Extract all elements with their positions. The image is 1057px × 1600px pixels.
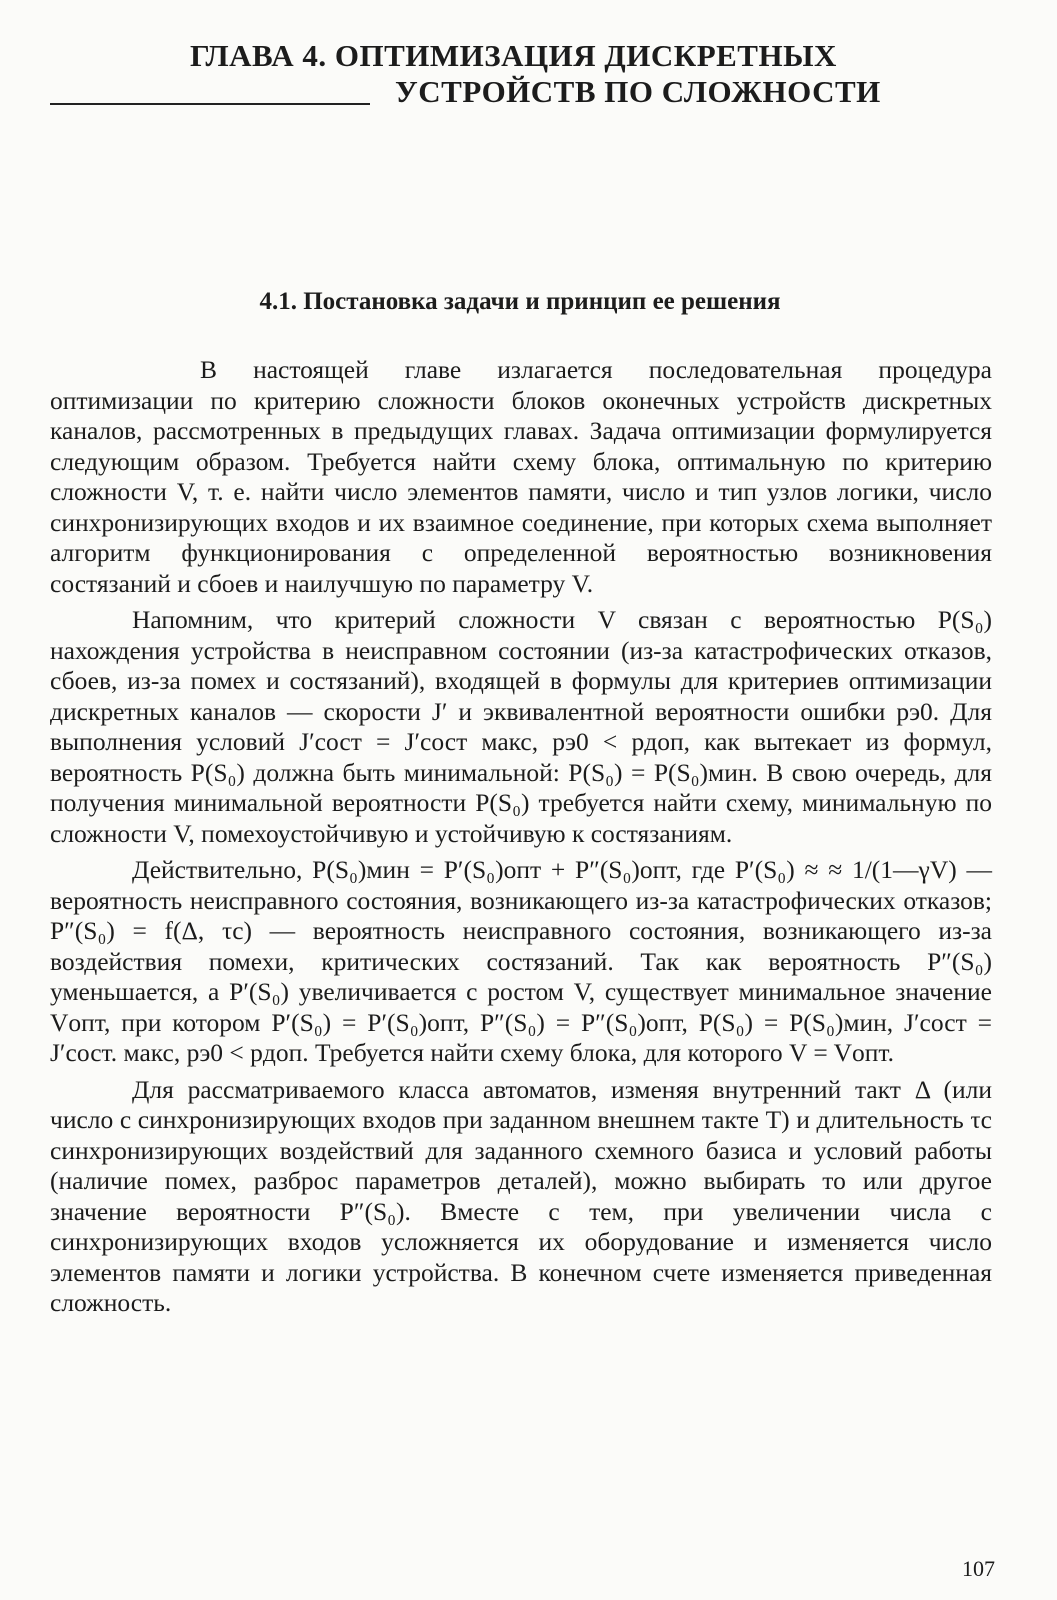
section-title: 4.1. Постановка задачи и принцип ее решения [259, 288, 781, 315]
chapter-heading-line-1: ГЛАВА 4. ОПТИМИЗАЦИЯ ДИСКРЕТНЫХ [190, 38, 837, 73]
body-text [50, 355, 992, 1319]
paragraph-3: Действительно, P(S₀)мин = P′(S₀)опт + P″(S₀)опт, где P′(S₀) ≈ ≈ 1/(1—γV) — вероятность неисправного состояния, возникающего из-за катастрофических отказов; P″(S₀) = f(Δ, τc) — вероятность неисправного состояния, возникающего из-за воздействия помехи, критических состязаний. Так как вероятность P″(S₀) уменьшается, а P′(S₀) увеличивается с ростом V, существует минимальное значение Vопт, при котором P′(S₀) = P′(S₀)опт, P″(S₀) = P″(S₀)опт, P(S₀) = P(S₀)мин, J′сост = J′сост. макс, pэ0 < pдоп. Требуется найти схему блока, для которого V = Vопт. [50, 855, 992, 1067]
paragraph-4: Для рассматриваемого класса автоматов, изменяя внутренний такт Δ (или число c синхронизирующих входов при заданном внешнем такте T) и длительность τc синхронизирующих воздействий для заданного схемного базиса и условий работы (наличие помех, разброс параметров деталей), можно выбирать то или другое значение вероятности P″(S₀). Вместе с тем, при увеличении числа c синхронизирующих входов усложняется их оборудование и изменяется число элементов памяти и логики устройства. В конечном счете изменяется приведенная сложность. [50, 1074, 992, 1317]
chapter-heading-line-2: УСТРОЙСТВ ПО СЛОЖНОСТИ [395, 74, 881, 109]
chapter-heading [190, 38, 950, 110]
paragraph-2: Напомним, что критерий сложности V связан с вероятностью P(S₀) нахождения устройства в неисправном состоянии (из-за катастрофических отказов, сбоев, из-за помех и состязаний), входящей в формулы для критериев оптимизации дискретных каналов — скорости J′ и эквивалентной вероятности ошибки pэ0. Для выполнения условий J′сост = J′сост макс, pэ0 < pдоп, как вытекает из формул, вероятность P(S₀) должна быть минимальной: P(S₀) = P(S₀)мин. В свою очередь, для получения минимальной вероятности P(S₀) требуется найти схему, минимальную по сложности V, помехоустойчивую и устойчивую к состязаниям. [50, 605, 992, 848]
page-number: 107 [962, 1556, 995, 1581]
chapter-rule [50, 103, 370, 105]
paragraph-1: В настоящей главе излагается последовательная процедура оптимизации по критерию сложности блоков оконечных устройств дискретных каналов, рассмотренных в предыдущих главах. Задача оптимизации формулируется следующим образом. Требуется найти схему блока, оптимальную по критерию сложности V, т. е. найти число элементов памяти, число и тип узлов логики, число синхронизирующих входов и их взаимное соединение, при которых схема выполняет алгоритм функционирования с определенной вероятностью возникновения состязаний и сбоев и наилучшую по параметру V. [50, 355, 992, 598]
